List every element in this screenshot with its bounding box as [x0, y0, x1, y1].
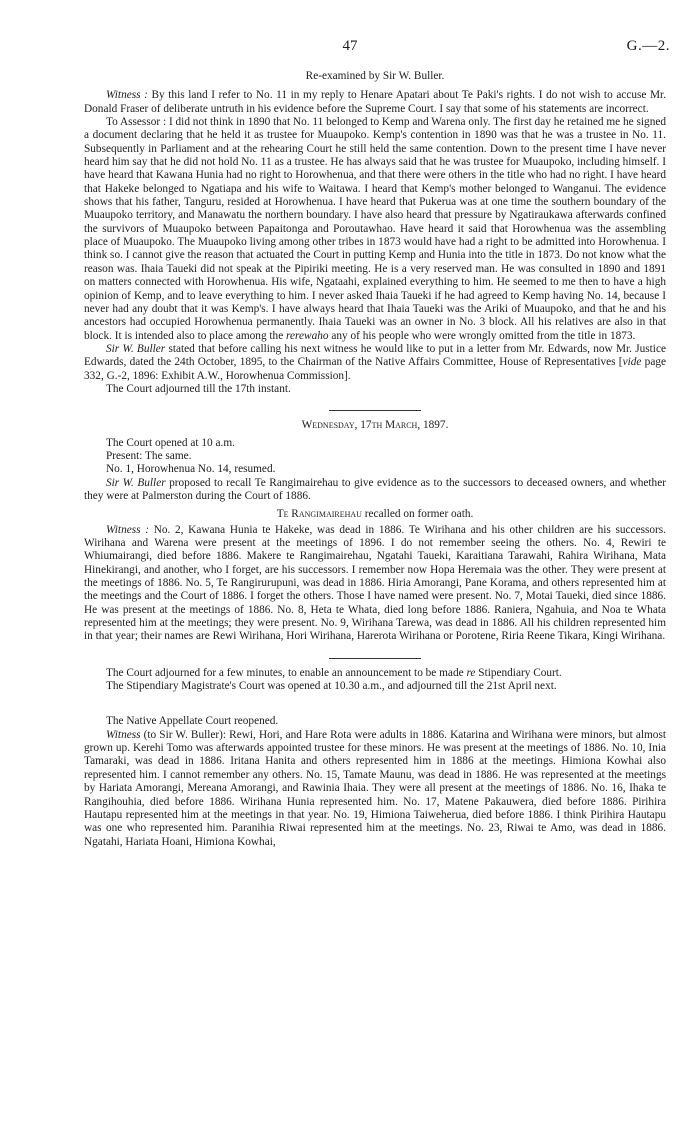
page-number: 47	[342, 38, 358, 54]
paragraph-case-resumed: No. 1, Horowhenua No. 14, resumed.	[106, 463, 276, 476]
witness-label-3: Witness	[106, 728, 141, 741]
section-divider-2	[329, 658, 421, 659]
buller-label: Sir W. Buller	[106, 342, 166, 355]
witness-2-text: No. 2, Kawana Hunia te Hakeke, was dead in 1886. Te Wirihana and his other children are his successors. Wirihana and Warena were present at the meetings of 1896. I do not remember seeing the others. No. 4, Rewiri te Whiumairangi, died before 1886. Makere te Rangimairehau, Ngatahi Taueki, Karaitiana Tarawahi, Rahira Wirihana, Mata Hinekirangi, and another, who I forget, are his successors. I remember now Hopa Heremaia was the other. They were present at the meetings of 1886. No. 5, Te Rangirurupuni, was dead in 1886. Hiria Amorangi, Pane Korama, and others represented him at the meetings and the Court of 1886. I forget the others. Those I have named were present. No. 7, Motai Taueki, died since 1886. He was present at the meetings of 1886. No. 8, Heta te Whata, died long before 1886. Raniera, Ngahuia, and Noa te Whata represented him at the meetings; they were present. No. 9, Wirihana Tarewa, was dead in 1886. All his children represented him in that year; their names are Rewi Wirihana, Hori Wirihana, Harerota Wirihana or Porotene, Riria Reene Tikara, Kingi Wirihana.	[84, 523, 667, 643]
heading-date: Wednesday, 17th March, 1897.	[301, 419, 449, 432]
assessor-text: I did not think in 1890 that No. 11 belonged to Kemp and Warena only. The first day he retained me he signed a document declaring that he held it as trustee for Muaupoko. Kemp's contention in 1890 was that he was a trustee in No. 11. Subsequently in Parliament and at the rehearing Court he still held the same contention. Down to the present time I have never heard him say that he did not hold No. 11 as a trustee. He has always said that he was trustee for Muaupoko, including himself. I have heard that Kawana Hunia had no right to Horowhenua, and that there were others in the title who had no right. I have heard that Hakeke belonged to Ngatiapa and his wife to Waitawa. I heard that Kemp's mother belonged to Wanganui. The evidence shows that his father, Tanguru, resided at Horowhenua. I have heard that Pukerua was at one time the southern boundary of the Muaupoko territory, and Manawatu the northern boundary. I have also heard that pressure by Ngatiraukawa afterwards confined the survivors of Muaupoko between Papaitonga and Poroutawhao. Have heard it said that Horowhenua was the assembling place of Muaupoko. The Muaupoko living among other tribes in 1873 would have had a right to be admitted into Horowhenua. I think so. I cannot give the reason that actuated the Court in putting Kemp and Hunia into the title in 1873. Do not know what the reason was. Ihaia Taueki did not speak at the Pipiriki meeting. He is a very reserved man. He was consulted in 1890 and 1891 on matters connected with Horowhenua. His wife, Ngataahi, explained everything to him. He seemed to me then to have a high opinion of Kemp, and to leave everything to him. I never asked Ihaia Taueki if he had agreed to Kemp having No. 14, because I never had any doubt that it was Kemp's. I have always heard that Ihaia Taueki was the Ariki of Muaupoko, and that he and his ancestors had occupied Horowhenua permanently. Ihaia Taueki was an owner in No. 3 block. All his relatives are also in that block. It is intended also to place among the	[84, 116, 666, 342]
witness-label-2: Witness :	[106, 523, 149, 536]
paragraph-present: Present: The same.	[106, 449, 192, 462]
assessor-text-end: any of his people who were wrongly omitted from the title in 1873.	[331, 329, 636, 342]
vide-term: vide	[622, 356, 642, 369]
document-reference: G.—2.	[626, 38, 670, 54]
recalled-name: Te Rangimairehau	[276, 508, 362, 521]
witness-1-text: By this land I refer to No. 11 in my reply to Henare Apatari about Te Paki's rights. I do not wish to accuse Mr. Donald Fraser of deliberate untruth in his evidence before the Supreme Court. I say that some of his statements are incorrect.	[84, 89, 667, 115]
witness-3-text: (to Sir W. Buller): Rewi, Hori, and Hare Rota were adults in 1886. Katarina and Wirihana were minors, but almost grown up. Kerehi Tomo was afterwards appointed trustee for these minors. He was present at the meetings of 1886. No. 10, Inia Tamaraki, was dead in 1886. Iritana Hanita and others represented him in 1886 at the meetings. Himiona Kowhai also represented him. I cannot remember any others. No. 15, Tamate Maunu, was dead in 1886. He was represented at the meetings by Hariata Amorangi, Mereana Amorangi, and Rawinia Ihaia. They were all present at the meetings of 1886. No. 16, Ihaka te Rangihouhia, died before 1886. Wirihana Hunia represented him. No. 17, Matene Pakauwera, died before 1886. Pirihira Hautapu represented him at the meetings in that year. No. 19, Himiona Taiweherua, died before 1886. I think Pirihira Hautapu was one who represented him. Paranihia Riwai represented him at the meetings. No. 23, Riwai te Amo, was dead in 1886. Ngatahi, Hariata Hoani, Himiona Kowhai,	[84, 728, 666, 848]
document-body	[84, 70, 666, 849]
witness-label: Witness :	[106, 89, 148, 102]
paragraph-adjourned-minutes	[84, 667, 666, 680]
paragraph-assessor	[84, 116, 666, 343]
buller-proposed-text: proposed to recall Te Rangimairehau to give evidence as to the successors to deceased owners, and whether they were at Palmerston during the Court of 1886.	[84, 476, 666, 502]
adjourned-minutes-text-b: Stipendiary Court.	[478, 666, 562, 679]
paragraph-buller-proposed	[84, 477, 666, 504]
paragraph-witness-2	[84, 524, 666, 644]
spacer	[84, 693, 666, 715]
buller-letter-text-b: page 332, G.-2, 1896: Exhibit A.W., Horowhenua Commission].	[84, 356, 666, 382]
heading-recalled	[84, 508, 666, 521]
rerewaho-term: rerewaho	[286, 329, 329, 342]
heading-reexamined: Re-examined by Sir W. Buller.	[305, 70, 445, 82]
paragraph-witness-1	[84, 89, 666, 116]
paragraph-buller-letter	[84, 343, 666, 383]
buller-label-2: Sir W. Buller	[106, 476, 166, 489]
paragraph-witness-3	[84, 729, 666, 849]
paragraph-stipendiary: The Stipendiary Magistrate's Court was opened at 10.30 a.m., and adjourned till the 21st April next.	[106, 680, 557, 693]
section-divider	[329, 410, 421, 411]
paragraph-reopened: The Native Appellate Court reopened.	[106, 715, 279, 728]
adjourned-minutes-text-a: The Court adjourned for a few minutes, to enable an announcement to be made	[106, 666, 464, 679]
paragraph-court-opened: The Court opened at 10 a.m.	[106, 436, 235, 449]
re-term: re	[466, 666, 476, 679]
assessor-label: To Assessor :	[106, 116, 167, 129]
buller-letter-text-a: stated that before calling his next witness he would like to put in a letter from Mr. Edwards, now Mr. Justice Edwards, dated the 24th October, 1895, to the Chairman of the Native Affairs Committee, House of Representatives [	[84, 342, 666, 369]
recalled-rest: recalled on former oath.	[364, 508, 474, 521]
paragraph-adjourned-17th: The Court adjourned till the 17th instant.	[106, 382, 291, 395]
